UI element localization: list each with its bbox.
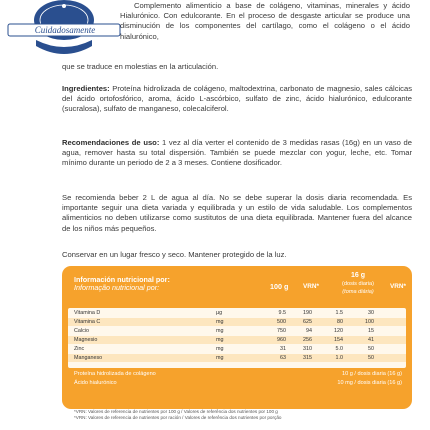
header-info-es: Información nutricional por: [74,275,170,284]
row-vrn-16g: 50 [368,346,374,352]
table-row [68,370,406,378]
extra-row-name: Ácido hialurónico [74,380,117,386]
row-value-16g: 1.0 [335,355,343,361]
logo-text: Cuidadosamente [34,25,96,35]
row-vrn-16g: 30 [368,310,374,316]
nutrition-table-extra [68,370,406,387]
row-vrn-100g: 310 [303,346,312,352]
row-value-16g: 5.0 [335,346,343,352]
header-16g [333,272,383,296]
extra-row-value: 10 mg / dosis diaria (16 g) [337,380,402,386]
footnote: *VRN: Valores de referencia de nutrientes por ración / Valores de referência dos nutrientes por porção [74,415,282,420]
row-vrn-16g: 100 [365,319,374,325]
row-value-100g: 960 [277,337,286,343]
row-value-100g: 750 [277,328,286,334]
ingredients-label: Ingredientes: [62,84,110,93]
row-vrn-16g: 50 [368,355,374,361]
row-vrn-100g: 190 [303,310,312,316]
row-name: Calcio [74,328,89,334]
nutrition-table-body [68,308,406,368]
row-vrn-100g: 315 [303,355,312,361]
header-info [74,276,244,292]
ingredients-text: Proteína hidrolizada de colágeno, maltodextrina, carbonato de magnesio, sales cálcicas del ácido ortofosfórico, aroma, ácido L-ascórbico, sulfato de zinc, ácido hialurónico, edulcorante (sucralosa), sulfato de manganeso, colecalciferol. [62,84,412,114]
table-row [68,354,406,362]
row-name: Magnesio [74,337,98,343]
storage-paragraph: Conservar en un lugar fresco y seco. Mantener protegido de la luz. [62,250,287,259]
table-row [68,345,406,353]
footnotes [74,409,410,421]
row-value-16g: 154 [334,337,343,343]
row-name: Vitamina C [74,319,101,325]
extra-row-name: Proteína hidrolizada de colágeno [74,371,156,377]
ingredients-paragraph [62,84,412,115]
row-value-16g: 80 [337,319,343,325]
row-value-16g: 1.5 [335,310,343,316]
nutrition-table [62,266,412,409]
warning-paragraph: Se recomienda beber 2 L de agua al día. No se debe superar la dosis diaria recomendada. Es importante seguir una dieta variada y equilibrada y un estilo de vida saludable. Los complementos alimenticios no deben utilizarse como sustitutos de una dieta equilibrada. Mantener fuera del alcance de los niños más pequeños. [62,193,412,233]
row-unit: mg [216,337,224,343]
nutrition-table-header [62,266,412,308]
intro-paragraph: Complemento alimenticio a base de colágeno, vitaminas, minerales y ácido Hialurónico. Con edulcorante. En el proceso de desgaste articular se produce una disminución de los componentes del cartílago, como el colágeno o el ácido hialurónico, [120,1,410,41]
row-value-100g: 63 [280,355,286,361]
recommendations-label: Recomendaciones de uso: [62,138,160,147]
row-name: Zinc [74,346,85,352]
row-value-100g: 31 [280,346,286,352]
header-info-pt: Informação nutricional por: [74,283,160,292]
row-unit: µg [216,310,223,316]
header-16g-label: 16 g [350,272,365,279]
row-name: Vitamina D [74,310,101,316]
header-16g-sub: (dosis diaria) [341,281,375,287]
recommendations-paragraph [62,138,412,169]
header-16g-sub-pt: (toma diária) [342,289,374,295]
extra-row-value: 10 g / dosis diaria (16 g) [341,371,402,377]
row-value-16g: 120 [334,328,343,334]
recommendations-text: 1 vez al día verter el contenido de 3 medidas rasas (16g) en un vaso de agua, remover hasta su total dispersión. También se puede mezclar con yogur, leche, etc. Tomar mínimo durante un periodo de 2 a 3 meses. Contiene dosificador. [62,138,412,168]
cuidadosamente-logo [6,0,124,70]
table-row [68,309,406,317]
table-row [68,327,406,335]
header-vrn-16g: VRN* [390,283,406,290]
header-100g: 100 g [270,282,289,291]
header-vrn-100g: VRN* [303,283,319,290]
row-unit: mg [216,328,224,334]
row-vrn-100g: 625 [303,319,312,325]
intro-paragraph-end: que se traduce en molestias en la articulación. [62,62,219,71]
table-row [68,336,406,344]
row-name: Manganeso [74,355,103,361]
row-value-100g: 9.5 [278,310,286,316]
row-unit: mg [216,319,224,325]
row-unit: mg [216,346,224,352]
row-value-100g: 500 [277,319,286,325]
table-row [68,318,406,326]
table-row [68,379,406,387]
row-vrn-16g: 15 [368,328,374,334]
row-vrn-100g: 256 [303,337,312,343]
row-vrn-16g: 41 [368,337,374,343]
footnote: *VRN: Valores de referencia de nutrientes por 100 g / Valores de referência dos nutrientes por 100 g [74,409,278,414]
row-vrn-100g: 94 [306,328,312,334]
row-unit: mg [216,355,224,361]
